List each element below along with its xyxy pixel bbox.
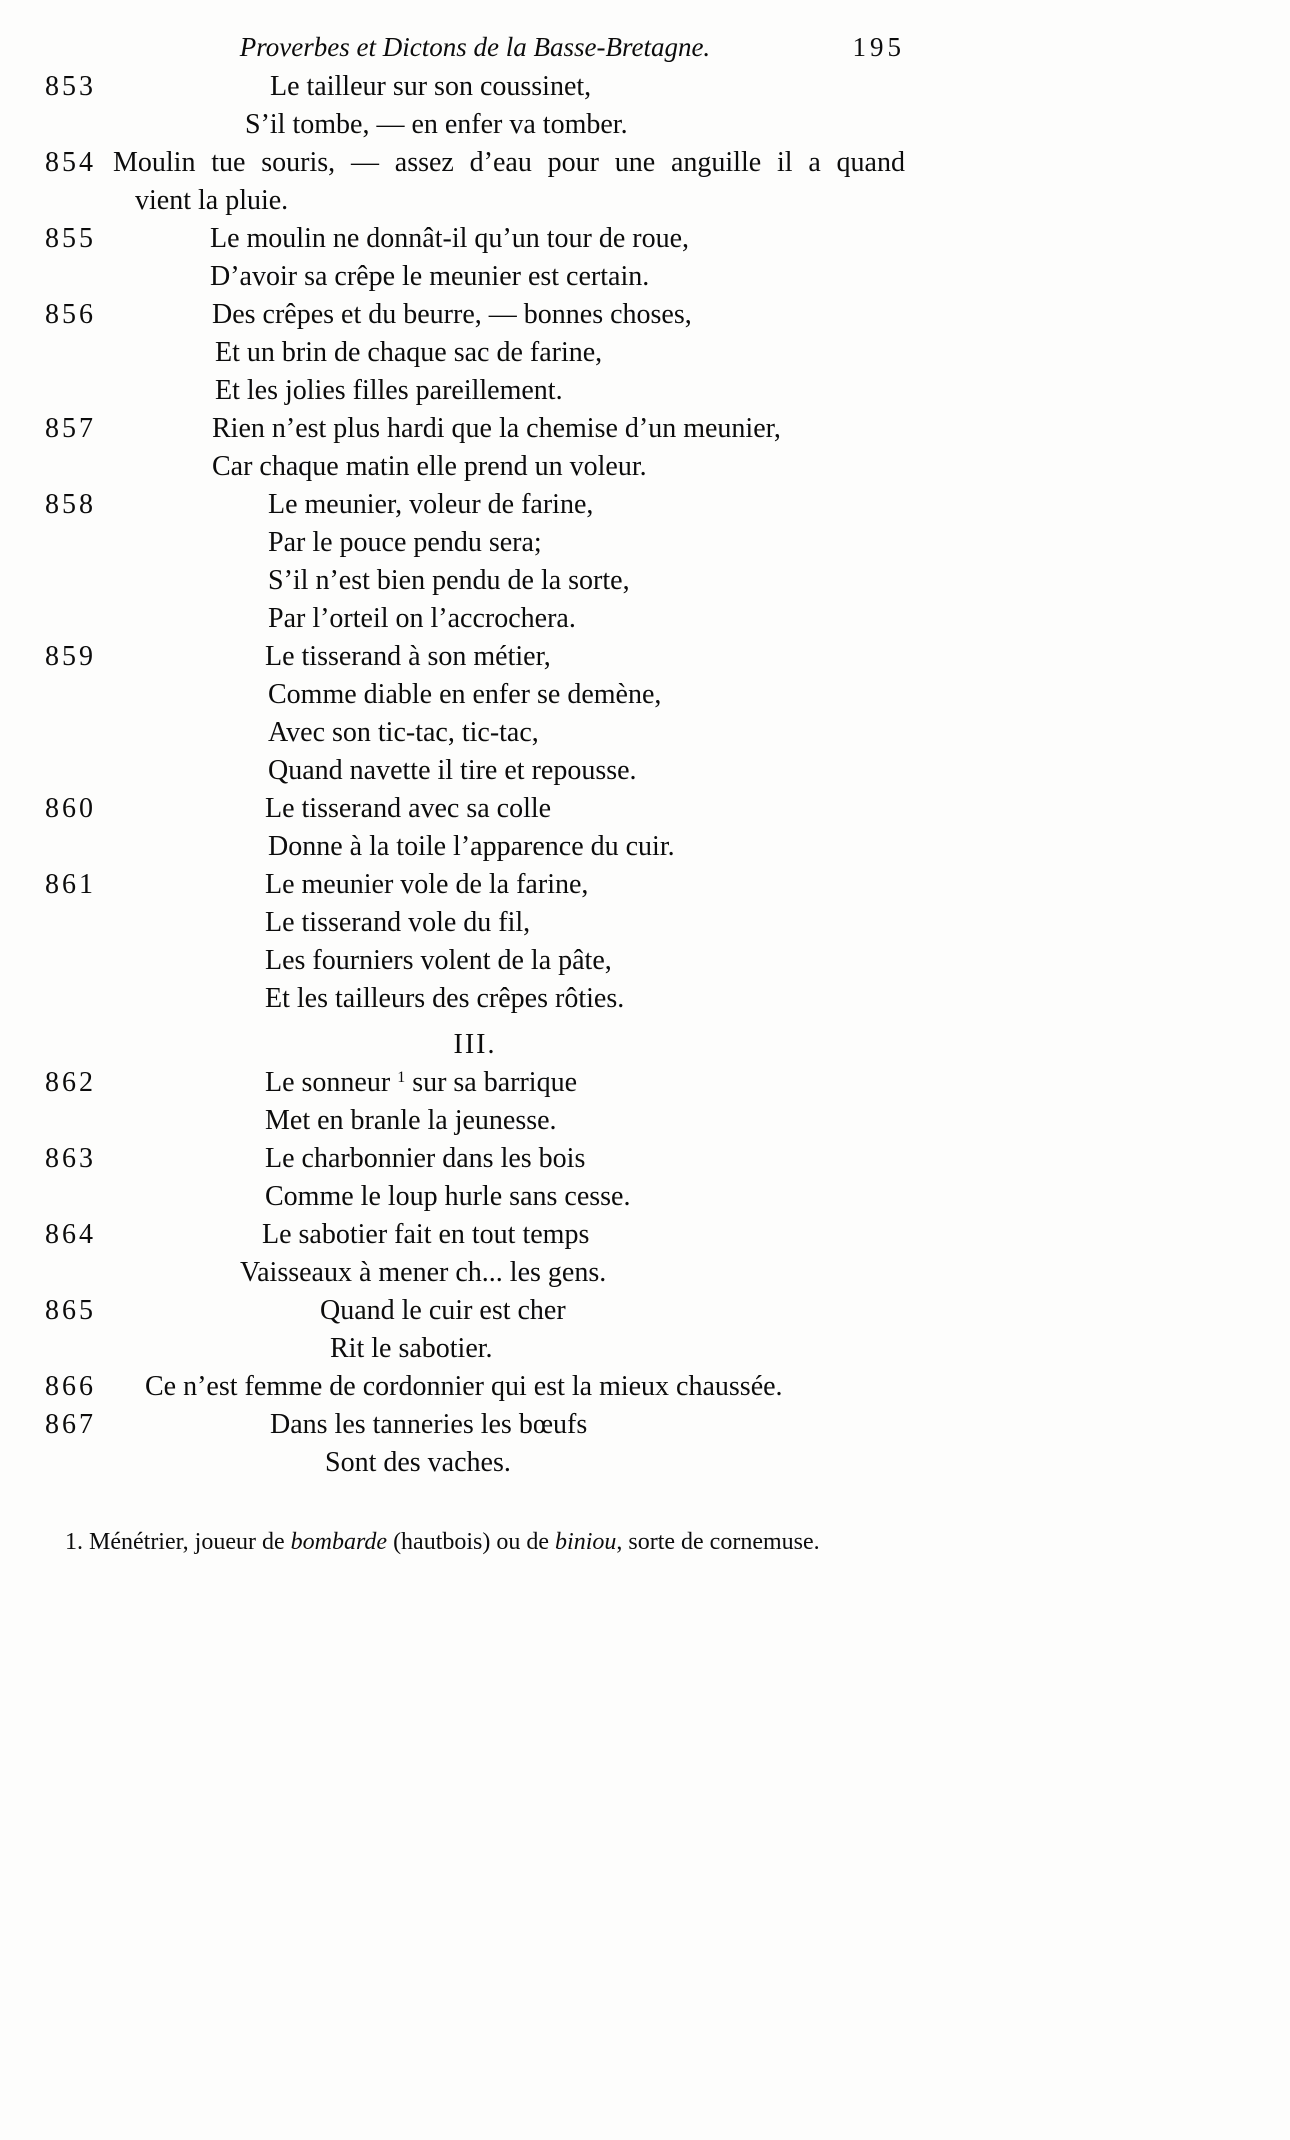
proverb-entry — [45, 1292, 905, 1368]
verse-line: Rien n’est plus hardi que la chemise d’un meunier, — [212, 413, 781, 444]
footnote-text: 1. Ménétrier, joueur de bombarde (hautbois) ou de biniou, sorte de cornemuse. — [65, 1529, 820, 1555]
page-number: 195 — [852, 32, 905, 62]
verse-line: Et les jolies filles pareillement. — [215, 375, 563, 406]
proverb-entry — [45, 790, 905, 866]
proverbs-list — [45, 68, 905, 1482]
proverb-number: 862 — [45, 1067, 96, 1098]
proverb-number: 853 — [45, 71, 96, 102]
verse-line: vient la pluie. — [135, 185, 289, 216]
proverb-number: 854 — [45, 147, 96, 178]
proverb-entry — [45, 1140, 905, 1216]
verse-line: Le tisserand vole du fil, — [265, 907, 531, 938]
verse-line: Comme diable en enfer se demène, — [268, 679, 662, 710]
proverb-number: 856 — [45, 299, 96, 330]
proverb-number: 860 — [45, 793, 96, 824]
proverb-number: 855 — [45, 223, 96, 254]
verse-line: Le sonneur $^1$ sur sa barrique — [265, 1067, 578, 1098]
proverb-number: 866 — [45, 1371, 96, 1402]
verse-line: Ce n’est femme de cordonnier qui est la mieux chaussée. — [145, 1371, 783, 1402]
section-heading: III. — [453, 1029, 497, 1060]
verse-line: Par l’orteil on l’accrochera. — [268, 603, 576, 634]
verse-line: Le charbonnier dans les bois — [265, 1143, 586, 1174]
footnote — [65, 1526, 885, 1558]
proverb-entry — [45, 1064, 905, 1140]
verse-line: S’il n’est bien pendu de la sorte, — [268, 565, 630, 596]
verse-line: Dans les tanneries les bœufs — [270, 1409, 588, 1440]
verse-line: Des crêpes et du beurre, — bonnes choses, — [212, 299, 692, 330]
proverb-entry — [45, 68, 905, 144]
verse-line: Rit le sabotier. — [330, 1333, 493, 1364]
verse-line: Le meunier vole de la farine, — [265, 869, 589, 900]
verse-line: Le tisserand avec sa colle — [265, 793, 552, 824]
verse-line: Le meunier, voleur de farine, — [268, 489, 594, 520]
verse-line: Quand navette il tire et repousse. — [268, 755, 637, 786]
page-content — [45, 26, 905, 1558]
proverb-entry — [45, 638, 905, 790]
proverb-entry — [45, 144, 905, 220]
proverb-number: 857 — [45, 413, 96, 444]
verse-line: Avec son tic-tac, tic-tac, — [268, 717, 539, 748]
verse-line: Sont des vaches. — [325, 1447, 511, 1478]
verse-line: Le tisserand à son métier, — [265, 641, 551, 672]
proverb-entry — [45, 410, 905, 486]
proverb-number: 864 — [45, 1219, 96, 1250]
proverb-number: 861 — [45, 869, 96, 900]
verse-line: Comme le loup hurle sans cesse. — [265, 1181, 631, 1212]
verse-line: Met en branle la jeunesse. — [265, 1105, 557, 1136]
verse-line: Moulin tue souris, — assez d’eau pour une anguille il a quand — [113, 147, 905, 178]
verse-line: D’avoir sa crêpe le meunier est certain. — [210, 261, 650, 292]
verse-line: Quand le cuir est cher — [320, 1295, 566, 1326]
verse-line: S’il tombe, — en enfer va tomber. — [245, 109, 628, 140]
verse-line: Donne à la toile l’apparence du cuir. — [268, 831, 675, 862]
proverb-number: 865 — [45, 1295, 96, 1326]
proverb-entry — [45, 220, 905, 296]
verse-line: Le sabotier fait en tout temps — [262, 1219, 590, 1250]
verse-line: Et les tailleurs des crêpes rôties. — [265, 983, 625, 1014]
verse-line: Les fourniers volent de la pâte, — [265, 945, 612, 976]
proverb-entry — [45, 866, 905, 1018]
verse-line: Le tailleur sur son coussinet, — [270, 71, 592, 102]
proverb-number: 858 — [45, 489, 96, 520]
proverb-number: 863 — [45, 1143, 96, 1174]
running-title: Proverbes et Dictons de la Basse-Bretagne. — [239, 32, 711, 62]
proverb-entry — [45, 296, 905, 410]
proverb-entry — [45, 1216, 905, 1292]
proverb-entry — [45, 1368, 905, 1406]
verse-line: Car chaque matin elle prend un voleur. — [212, 451, 647, 482]
proverb-entry — [45, 1406, 905, 1482]
verse-line: Et un brin de chaque sac de farine, — [215, 337, 603, 368]
proverb-number: 867 — [45, 1409, 96, 1440]
verse-line: Par le pouce pendu sera; — [268, 527, 542, 558]
verse-line: Le moulin ne donnât-il qu’un tour de roue, — [210, 223, 689, 254]
proverb-entry — [45, 486, 905, 638]
page-header — [45, 26, 905, 68]
verse-line: Vaisseaux à mener ch... les gens. — [240, 1257, 607, 1288]
proverb-number: 859 — [45, 641, 96, 672]
